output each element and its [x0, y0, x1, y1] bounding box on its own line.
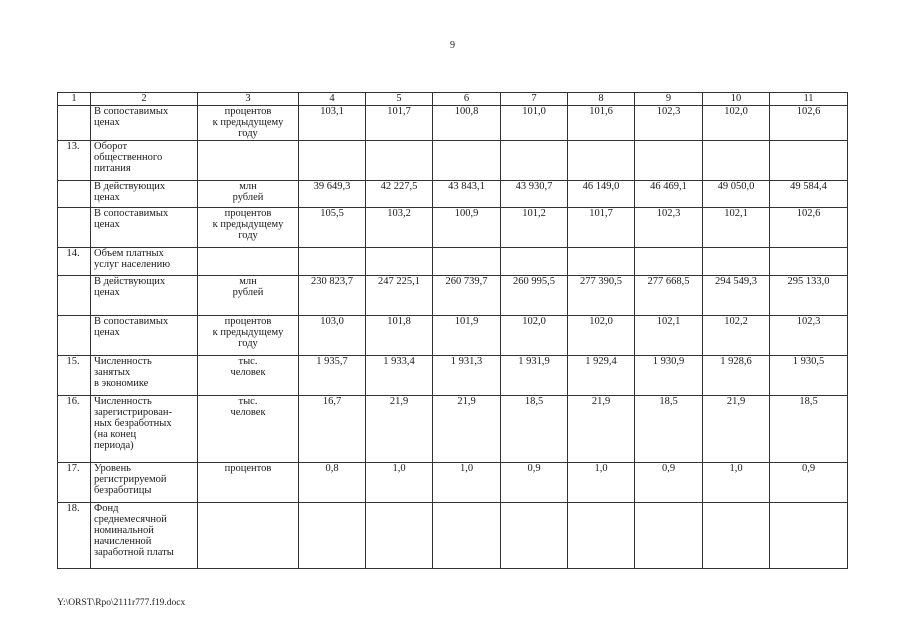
value-cell [770, 141, 848, 181]
value-cell-text: 1,0 [729, 463, 743, 474]
value-cell [770, 181, 848, 208]
value-cell [703, 396, 770, 463]
value-cell [433, 356, 501, 396]
value-cell [635, 396, 703, 463]
value-cell [299, 503, 366, 569]
table-row [58, 503, 848, 569]
value-cell [299, 181, 366, 208]
value-cell-text: 21,9 [389, 396, 409, 407]
table-header-row [58, 93, 848, 106]
unit-cell [198, 181, 299, 208]
value-cell [703, 106, 770, 141]
value-cell-text: 1 930,9 [652, 356, 685, 367]
header-cell: 5 [366, 93, 433, 106]
value-cell [501, 181, 568, 208]
value-cell-text: 101,2 [522, 208, 546, 219]
value-cell [770, 248, 848, 276]
unit-cell [198, 503, 299, 569]
value-cell-text: 0,9 [527, 463, 541, 474]
row-number-cell-text: 15. [66, 356, 80, 367]
value-cell [501, 141, 568, 181]
header-cell: 10 [703, 93, 770, 106]
value-cell-text: 1 931,3 [450, 356, 483, 367]
value-cell [770, 316, 848, 356]
value-cell [433, 208, 501, 248]
table-row [58, 396, 848, 463]
value-cell-text: 16,7 [322, 396, 342, 407]
value-cell [635, 503, 703, 569]
unit-cell-text: процентов к предыдущему году [212, 316, 284, 349]
value-cell [501, 503, 568, 569]
value-cell [433, 106, 501, 141]
value-cell-text: 1,0 [392, 463, 406, 474]
value-cell [568, 503, 635, 569]
value-cell [366, 106, 433, 141]
value-cell [568, 396, 635, 463]
indicator-name-cell [91, 503, 198, 569]
value-cell [770, 396, 848, 463]
header-cell: 8 [568, 93, 635, 106]
value-cell [703, 141, 770, 181]
header-cell: 3 [198, 93, 299, 106]
value-cell-text: 21,9 [457, 396, 476, 407]
value-cell-text: 102,0 [522, 316, 546, 327]
value-cell [770, 276, 848, 316]
value-cell [568, 356, 635, 396]
unit-cell-text: млн рублей [232, 276, 264, 298]
value-cell-text: 43 930,7 [515, 181, 553, 192]
data-table [57, 92, 848, 569]
row-number-cell [58, 276, 91, 316]
value-cell-text: 260 739,7 [445, 276, 488, 287]
indicator-name-cell [91, 276, 198, 316]
value-cell-text: 1 928,6 [720, 356, 752, 367]
unit-cell [198, 276, 299, 316]
indicator-name-cell-text: Численность зарегистрирован- ных безработных (на конец периода) [94, 396, 172, 451]
value-cell-text: 295 133,0 [787, 276, 830, 287]
row-number-cell [58, 316, 91, 356]
unit-cell-text: тыс. человек [230, 356, 266, 378]
value-cell [568, 316, 635, 356]
value-cell-text: 46 469,1 [650, 181, 687, 192]
value-cell [433, 248, 501, 276]
indicator-name-cell-text: В сопоставимых ценах [94, 106, 169, 128]
value-cell [299, 141, 366, 181]
table-row [58, 316, 848, 356]
unit-cell [198, 396, 299, 463]
value-cell [366, 141, 433, 181]
table-row [58, 248, 848, 276]
value-cell [568, 181, 635, 208]
value-cell-text: 277 668,5 [647, 276, 690, 287]
value-cell-text: 102,3 [796, 316, 821, 327]
value-cell [635, 316, 703, 356]
value-cell [635, 356, 703, 396]
value-cell [568, 276, 635, 316]
value-cell [366, 208, 433, 248]
header-cell: 6 [433, 93, 501, 106]
value-cell-text: 102,6 [796, 106, 821, 117]
value-cell-text: 247 225,1 [378, 276, 420, 287]
value-cell-text: 230 823,7 [311, 276, 353, 287]
value-cell-text: 102,6 [796, 208, 821, 219]
value-cell [299, 316, 366, 356]
value-cell-text: 21,9 [726, 396, 746, 407]
value-cell-text: 102,2 [724, 316, 748, 327]
indicator-name-cell [91, 181, 198, 208]
value-cell [635, 276, 703, 316]
unit-cell [198, 316, 299, 356]
row-number-cell [58, 396, 91, 463]
value-cell [568, 248, 635, 276]
value-cell [501, 316, 568, 356]
value-cell [635, 181, 703, 208]
indicator-name-cell [91, 396, 198, 463]
unit-cell [198, 106, 299, 141]
value-cell-text: 0,9 [801, 463, 816, 474]
header-cell: 1 [58, 93, 91, 106]
value-cell-text: 46 149,0 [582, 181, 620, 192]
unit-cell [198, 141, 299, 181]
value-cell [299, 208, 366, 248]
value-cell-text: 101,0 [522, 106, 546, 117]
value-cell [568, 106, 635, 141]
value-cell [299, 356, 366, 396]
value-cell [703, 248, 770, 276]
table-row [58, 463, 848, 503]
row-number-cell [58, 248, 91, 276]
header-cell: 11 [770, 93, 848, 106]
value-cell [703, 503, 770, 569]
value-cell-text: 294 549,3 [715, 276, 757, 287]
value-cell-text: 103,1 [320, 106, 344, 117]
value-cell-text: 1 935,7 [316, 356, 348, 367]
value-cell [299, 463, 366, 503]
value-cell-text: 49 050,0 [717, 181, 755, 192]
value-cell [770, 463, 848, 503]
value-cell-text: 102,0 [724, 106, 748, 117]
value-cell [703, 208, 770, 248]
value-cell [433, 463, 501, 503]
row-number-cell-text: 14. [66, 248, 80, 259]
value-cell [501, 463, 568, 503]
header-cell: 4 [299, 93, 366, 106]
value-cell-text: 18,5 [799, 396, 818, 407]
value-cell-text: 43 843,1 [448, 181, 485, 192]
indicator-name-cell [91, 208, 198, 248]
indicator-name-cell [91, 356, 198, 396]
value-cell [635, 463, 703, 503]
indicator-name-cell [91, 316, 198, 356]
value-cell [299, 276, 366, 316]
value-cell [433, 396, 501, 463]
value-cell [433, 141, 501, 181]
table-row [58, 181, 848, 208]
value-cell-text: 103,0 [320, 316, 344, 327]
value-cell-text: 102,1 [724, 208, 748, 219]
value-cell [366, 316, 433, 356]
unit-cell-text: процентов к предыдущему году [212, 106, 284, 139]
indicator-name-cell [91, 141, 198, 181]
value-cell [366, 356, 433, 396]
row-number-cell-text: 16. [66, 396, 80, 407]
value-cell-text: 100,9 [454, 208, 479, 219]
value-cell-text: 1 933,4 [383, 356, 415, 367]
row-number-cell [58, 141, 91, 181]
value-cell-text: 103,2 [387, 208, 411, 219]
value-cell [501, 248, 568, 276]
indicator-name-cell-text: Численность занятых в экономике [94, 356, 152, 389]
unit-cell [198, 463, 299, 503]
value-cell [703, 356, 770, 396]
row-number-cell-text: 18. [66, 503, 80, 514]
value-cell-text: 102,0 [589, 316, 613, 327]
value-cell [635, 208, 703, 248]
value-cell-text: 1,0 [594, 463, 608, 474]
value-cell-text: 101,6 [589, 106, 613, 117]
value-cell-text: 102,3 [656, 106, 681, 117]
header-cell: 2 [91, 93, 198, 106]
value-cell [366, 248, 433, 276]
indicator-name-cell-text: В сопоставимых ценах [94, 316, 169, 338]
value-cell [501, 106, 568, 141]
indicator-name-cell-text: Оборот общественного питания [94, 141, 163, 174]
file-path: Y:\ORST\Rpo\2111r777.f19.docx [57, 598, 186, 608]
value-cell-text: 0,8 [325, 463, 339, 474]
unit-cell-text: процентов [224, 463, 272, 474]
value-cell [635, 106, 703, 141]
value-cell [299, 248, 366, 276]
value-cell-text: 21,9 [591, 396, 611, 407]
page-number: 9 [450, 40, 455, 51]
table-row [58, 276, 848, 316]
value-cell [770, 356, 848, 396]
indicator-name-cell-text: Фонд среднемесячной номинальной начисленной заработной платы [94, 503, 174, 558]
value-cell [635, 248, 703, 276]
value-cell [366, 181, 433, 208]
value-cell [770, 106, 848, 141]
row-number-cell-text: 13. [66, 141, 80, 152]
value-cell-text: 1,0 [459, 463, 474, 474]
row-number-cell [58, 106, 91, 141]
value-cell-text: 0,9 [661, 463, 676, 474]
value-cell [703, 276, 770, 316]
value-cell [433, 316, 501, 356]
row-number-cell [58, 356, 91, 396]
indicator-name-cell [91, 248, 198, 276]
value-cell [299, 396, 366, 463]
value-cell [366, 276, 433, 316]
table-row [58, 106, 848, 141]
unit-cell-text: тыс. человек [230, 396, 266, 418]
value-cell-text: 18,5 [524, 396, 544, 407]
value-cell-text: 42 227,5 [380, 181, 418, 192]
value-cell-text: 102,1 [656, 316, 681, 327]
value-cell [635, 141, 703, 181]
value-cell [501, 276, 568, 316]
value-cell-text: 101,7 [589, 208, 613, 219]
value-cell [433, 181, 501, 208]
unit-cell-text: млн рублей [232, 181, 264, 203]
value-cell [501, 396, 568, 463]
indicator-name-cell-text: В действующих ценах [94, 276, 166, 298]
indicator-name-cell-text: В действующих ценах [94, 181, 166, 203]
value-cell [433, 276, 501, 316]
value-cell [366, 503, 433, 569]
value-cell-text: 101,9 [454, 316, 479, 327]
value-cell [366, 396, 433, 463]
row-number-cell [58, 463, 91, 503]
value-cell-text: 1 929,4 [585, 356, 617, 367]
value-cell-text: 105,5 [320, 208, 344, 219]
unit-cell-text: процентов к предыдущему году [212, 208, 284, 241]
value-cell [703, 463, 770, 503]
value-cell [770, 208, 848, 248]
value-cell [433, 503, 501, 569]
value-cell-text: 277 390,5 [580, 276, 622, 287]
value-cell [703, 181, 770, 208]
value-cell [770, 503, 848, 569]
value-cell-text: 102,3 [656, 208, 681, 219]
value-cell-text: 1 930,5 [792, 356, 825, 367]
value-cell [703, 316, 770, 356]
indicator-name-cell [91, 106, 198, 141]
unit-cell [198, 356, 299, 396]
table-row [58, 356, 848, 396]
value-cell [501, 208, 568, 248]
indicator-name-cell-text: В сопоставимых ценах [94, 208, 169, 230]
value-cell-text: 101,7 [387, 106, 411, 117]
value-cell-text: 100,8 [454, 106, 479, 117]
value-cell [299, 106, 366, 141]
value-cell-text: 1 931,9 [518, 356, 550, 367]
value-cell [501, 356, 568, 396]
value-cell-text: 101,8 [387, 316, 411, 327]
header-cell: 9 [635, 93, 703, 106]
value-cell [568, 141, 635, 181]
value-cell-text: 18,5 [659, 396, 678, 407]
value-cell [568, 463, 635, 503]
row-number-cell-text: 17. [66, 463, 80, 474]
table-row [58, 141, 848, 181]
value-cell [366, 463, 433, 503]
value-cell-text: 49 584,4 [790, 181, 827, 192]
value-cell-text: 260 995,5 [513, 276, 555, 287]
unit-cell [198, 208, 299, 248]
row-number-cell [58, 208, 91, 248]
unit-cell [198, 248, 299, 276]
indicator-name-cell-text: Объем платных услуг населению [94, 248, 171, 270]
value-cell-text: 39 649,3 [313, 181, 351, 192]
row-number-cell [58, 503, 91, 569]
header-cell: 7 [501, 93, 568, 106]
indicator-name-cell [91, 463, 198, 503]
value-cell [568, 208, 635, 248]
row-number-cell [58, 181, 91, 208]
indicator-name-cell-text: Уровень регистрируемой безработицы [94, 463, 167, 496]
table-row [58, 208, 848, 248]
